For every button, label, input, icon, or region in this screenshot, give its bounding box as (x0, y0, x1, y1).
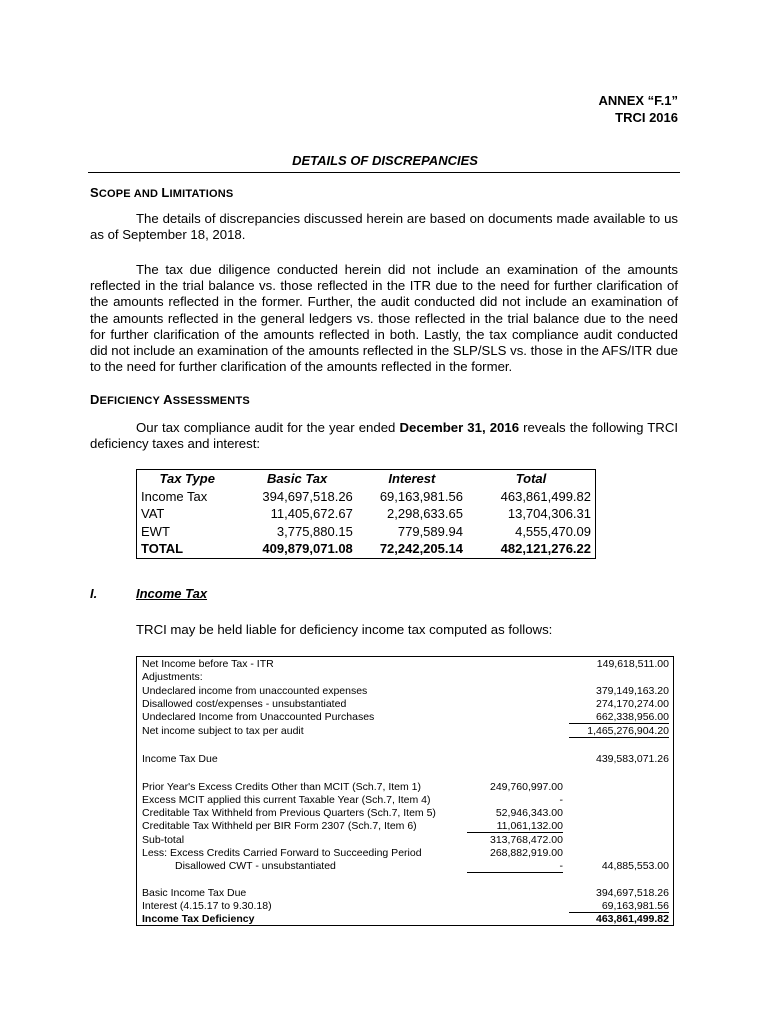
scope-paragraph-2: The tax due diligence conducted herein did not include an examination of the amounts reflected in the trial balance vs. those reflected in the ITR due to the need for further clarification of the amounts reflected in the former. Further, the audit conducted did not include an examination of the amounts reflected in the general ledgers vs. those reflected in the trial balance due to the need for further clarification of the amounts reflected in both. Lastly, the tax compliance audit conducted did not include an examination of the amounts reflected in the SLP/SLS vs. those in the AFS/ITR due to the need for further clarification of the amounts reflected in the former. (90, 262, 678, 375)
summary-header-row (137, 470, 596, 488)
computation-row: Creditable Tax Withheld from Previous Quarters (Sch.7, Item 5) 52,946,343.00 (142, 807, 563, 819)
computation-row: Excess MCIT applied this current Taxable Year (Sch.7, Item 4) - (142, 794, 563, 806)
computation-row: Interest (4.15.17 to 9.30.18) 69,163,981.56 (142, 900, 669, 912)
computation-row: Prior Year's Excess Credits Other than MCIT (Sch.7, Item 1) 249,760,997.00 (142, 781, 563, 793)
company-year: TRCI 2016 (615, 110, 678, 125)
computation-row: Basic Income Tax Due 394,697,518.26 (142, 887, 669, 899)
computation-row: Adjustments: (142, 671, 203, 683)
summary-table (136, 469, 596, 559)
computation-row: Undeclared income from unaccounted expenses 379,149,163.20 (142, 685, 669, 697)
annex-label: ANNEX “F.1” (598, 93, 678, 108)
col-tax-type: Tax Type (159, 471, 215, 486)
income-tax-computation (136, 656, 674, 926)
page-title: DETAILS OF DISCREPANCIES (292, 153, 478, 168)
section-number: I. (90, 586, 98, 601)
computation-row: Income Tax Due 439,583,071.26 (142, 753, 669, 765)
table-row: EWT 3,775,880.15 779,589.94 4,555,470.09 (141, 523, 591, 539)
scope-paragraph-1: The details of discrepancies discussed herein are based on documents made available to us as of September 18, 2018. (90, 211, 678, 243)
computation-row: Sub-total 313,768,472.00 (142, 834, 563, 846)
income-tax-title: Income Tax (136, 586, 208, 601)
computation-total-row: Income Tax Deficiency 463,861,499.82 (142, 913, 669, 925)
scope-heading: SCOPE AND LIMITATIONS (90, 185, 234, 200)
col-total: Total (515, 471, 547, 486)
title-divider (88, 172, 680, 173)
computation-row: Creditable Tax Withheld per BIR Form 2307 (Sch.7, Item 6) 11,061,132.00 (142, 820, 563, 832)
computation-row: Undeclared Income from Unaccounted Purchases 662,338,956.00 (142, 711, 669, 723)
computation-row: Net income subject to tax per audit 1,465,276,904.20 (142, 725, 669, 737)
col-basic-tax: Basic Tax (267, 471, 328, 486)
computation-row: Less: Excess Credits Carried Forward to Succeeding Period 268,882,919.00 (142, 847, 563, 859)
table-row: VAT 11,405,672.67 2,298,633.65 13,704,306.31 (141, 506, 591, 521)
annex-header (599, 92, 678, 126)
summary-total-row: TOTAL 409,879,071.08 72,242,205.14 482,121,276.22 (137, 540, 596, 558)
table-row: Income Tax 394,697,518.26 69,163,981.56 463,861,499.82 (141, 488, 591, 504)
deficiency-paragraph: Our tax compliance audit for the year ended December 31, 2016 reveals the following TRCI deficiency taxes and interest: (90, 420, 679, 452)
income-tax-intro: TRCI may be held liable for deficiency income tax computed as follows: (136, 622, 553, 637)
deficiency-heading: DEFICIENCY ASSESSMENTS (90, 392, 250, 407)
computation-row: Disallowed cost/expenses - unsubstantiated 274,170,274.00 (142, 698, 669, 710)
computation-row: Net Income before Tax - ITR 149,618,511.00 (142, 658, 669, 670)
computation-row: Disallowed CWT - unsubstantiated - 44,885,553.00 (175, 860, 669, 872)
col-interest: Interest (388, 471, 436, 486)
